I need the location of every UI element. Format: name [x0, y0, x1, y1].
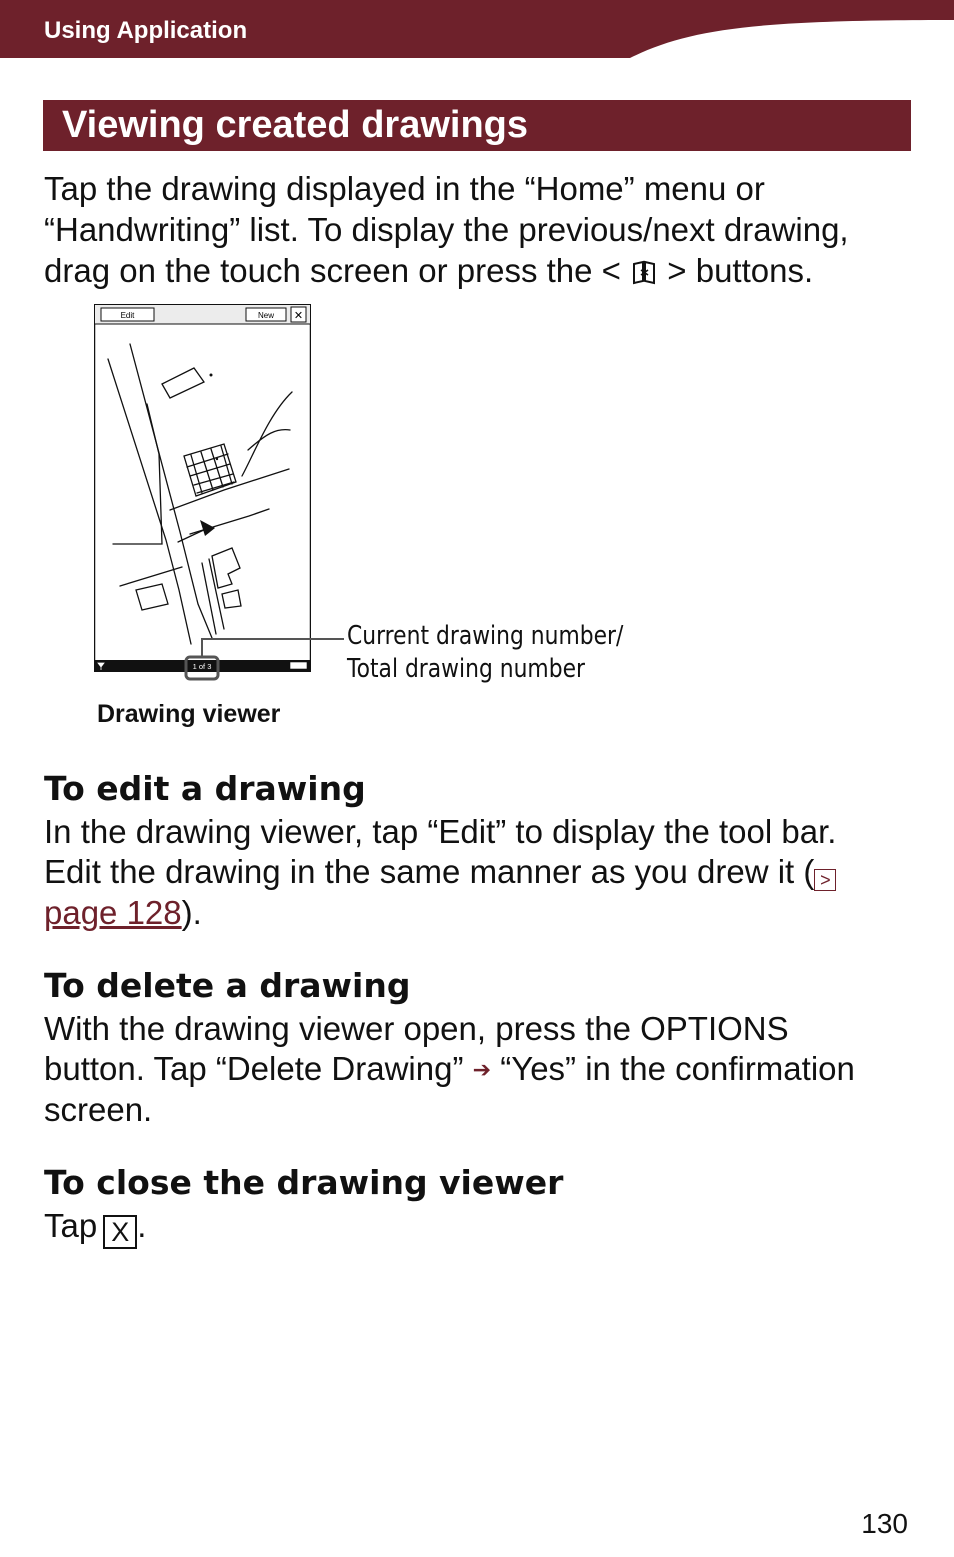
intro-line-3-start: drag on the touch screen or press the < [44, 252, 621, 289]
delete-line-2-end: “Yes” in the confirmation [500, 1050, 855, 1087]
drawing-number-annotation [347, 620, 623, 686]
page-reference-icon: > [814, 869, 836, 891]
page-title: Viewing created drawings [62, 104, 529, 146]
page-number: 130 [861, 1508, 908, 1539]
delete-line-1: With the drawing viewer open, press the OPTIONS [44, 1010, 789, 1047]
edit-button-label: Edit [120, 311, 135, 320]
delete-line-2-start: button. Tap “Delete Drawing” [44, 1050, 464, 1087]
close-line [44, 1205, 924, 1249]
section-name: Using Application [44, 17, 248, 44]
page-128-link[interactable]: page 128 [44, 894, 182, 931]
annotation-callout [180, 625, 350, 685]
annotation-line-2: Total drawing number [347, 654, 585, 684]
edit-line-3-end: ). [181, 894, 202, 931]
book-icon [630, 259, 658, 285]
arrow-right-icon: ➔ [472, 1057, 492, 1082]
annotation-line-1: Current drawing number/ [347, 621, 624, 651]
edit-line-3 [44, 892, 924, 933]
delete-line-3: screen. [44, 1091, 153, 1128]
figure-caption: Drawing viewer [97, 700, 281, 728]
edit-line-1: In the drawing viewer, tap “Edit” to display the tool bar. [44, 813, 837, 850]
intro-line-2: “Handwriting” list. To display the previous/next drawing, [44, 211, 849, 248]
delete-section-heading: To delete a drawing [44, 966, 411, 1005]
edit-line-2-text: Edit the drawing in the same manner as you drew it ( [44, 853, 815, 890]
close-x-icon: X [103, 1215, 137, 1249]
intro-line-3 [44, 250, 924, 291]
drawing-counter: 1 of 3 [192, 662, 212, 671]
close-section-heading: To close the drawing viewer [44, 1163, 564, 1202]
edit-line-2 [44, 851, 924, 892]
close-line-period: . [137, 1207, 147, 1244]
intro-line-1: Tap the drawing displayed in the “Home” menu or [44, 170, 765, 207]
close-icon: ✕ [293, 309, 304, 322]
drawing-viewer-screenshot [94, 304, 311, 672]
new-button-label: New [257, 311, 275, 320]
edit-section-heading: To edit a drawing [44, 769, 366, 808]
intro-line-3-end: > buttons. [667, 252, 814, 289]
delete-line-2 [44, 1048, 924, 1090]
close-line-tap: Tap [44, 1207, 98, 1244]
